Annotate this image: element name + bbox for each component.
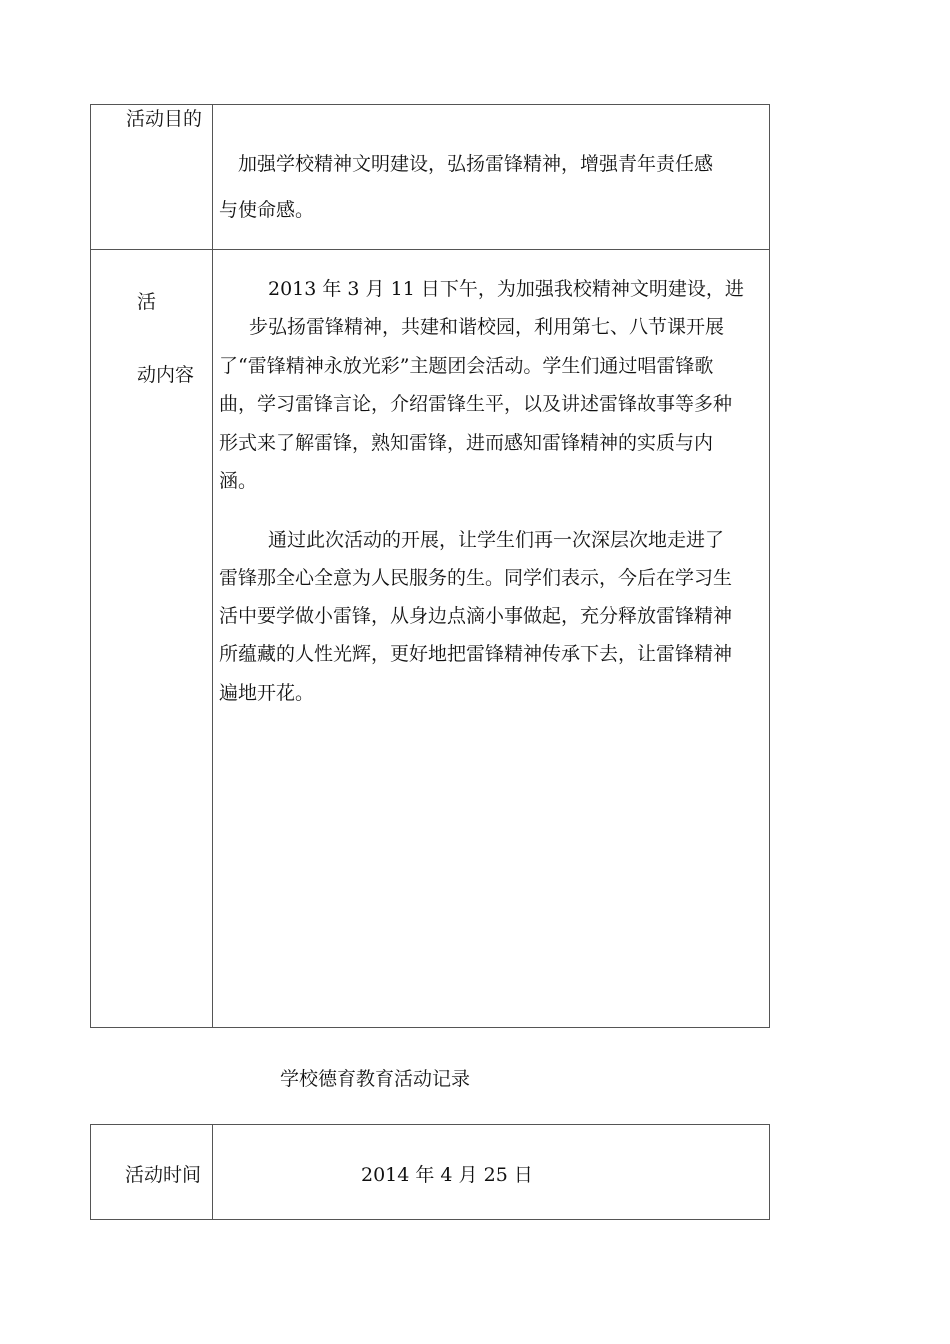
content-label-part: 活 bbox=[137, 291, 157, 313]
content-line: 步弘扬雷锋精神，共建和谐校园，利用第七、八节课开展 bbox=[249, 316, 725, 338]
table-row-divider bbox=[91, 249, 769, 250]
activity-time-table bbox=[90, 1124, 770, 1220]
content-line: 涵。 bbox=[219, 470, 258, 492]
content-line: 活中要学做小雷锋，从身边点滴小事做起，充分释放雷锋精神 bbox=[219, 605, 733, 627]
purpose-label: 活动目的 bbox=[126, 108, 203, 130]
table-column-divider bbox=[212, 105, 213, 1027]
table-column-divider bbox=[212, 1125, 213, 1219]
content-line: 了“雷锋精神永放光彩”主题团会活动。学生们通过唱雷锋歌 bbox=[219, 355, 714, 377]
content-label-part: 动内容 bbox=[137, 364, 195, 386]
content-line: 通过此次活动的开展，让学生们再一次深层次地走进了 bbox=[268, 529, 725, 551]
content-line: 雷锋那全心全意为人民服务的生。同学们表示，今后在学习生 bbox=[219, 567, 733, 589]
purpose-text-line: 与使命感。 bbox=[219, 199, 315, 221]
content-line: 曲，学习雷锋言论，介绍雷锋生平，以及讲述雷锋故事等多种 bbox=[219, 393, 733, 415]
content-line: 形式来了解雷锋，熟知雷锋，进而感知雷锋精神的实质与内 bbox=[219, 432, 714, 454]
time-label: 活动时间 bbox=[125, 1164, 202, 1186]
purpose-text-line: 加强学校精神文明建设，弘扬雷锋精神，增强青年责任感 bbox=[238, 153, 714, 175]
purpose-text bbox=[219, 141, 765, 233]
time-value: 2014 年 4 月 25 日 bbox=[361, 1164, 533, 1186]
activity-table bbox=[90, 104, 770, 1028]
record-title: 学校德育教育活动记录 bbox=[280, 1068, 471, 1090]
content-line: 遍地开花。 bbox=[219, 682, 315, 704]
content-line: 2013 年 3 月 11 日下午，为加强我校精神文明建设，进 bbox=[268, 278, 744, 300]
content-line: 所蕴藏的人性光辉，更好地把雷锋精神传承下去，让雷锋精神 bbox=[219, 643, 733, 665]
